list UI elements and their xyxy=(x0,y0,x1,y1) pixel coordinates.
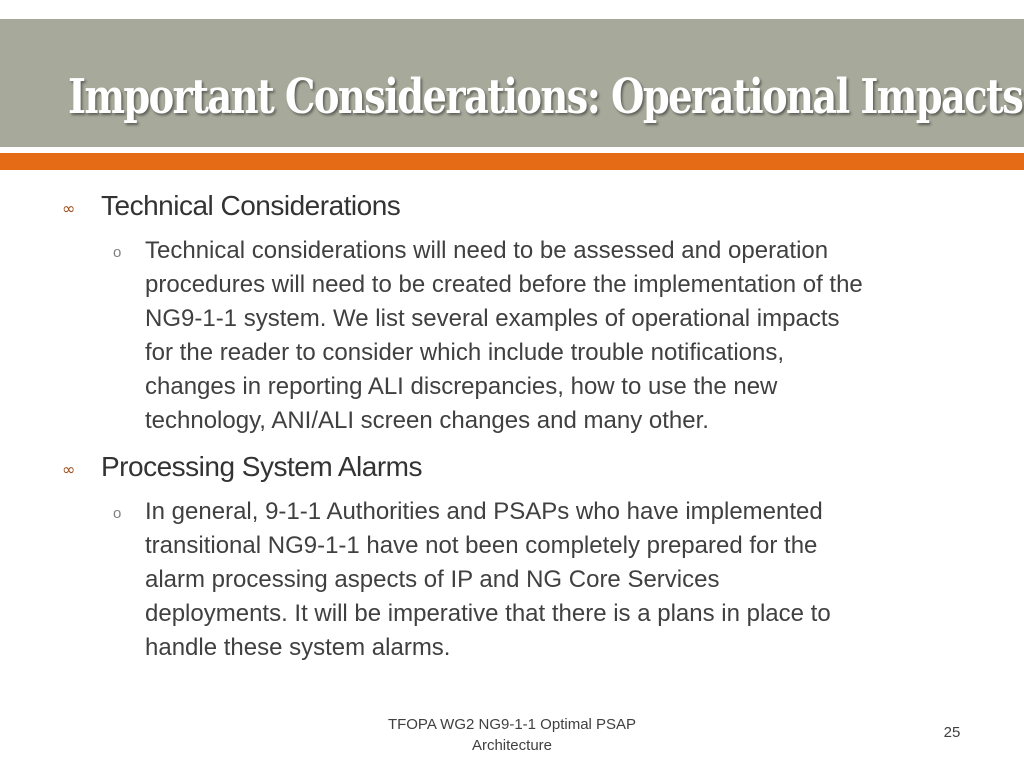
section-heading-alarms: Processing System Alarms xyxy=(101,451,422,482)
paragraph-line: procedures will need to be created before the implementation of the xyxy=(145,271,863,298)
section-paragraph-alarms xyxy=(145,495,975,665)
footer-line: Architecture xyxy=(471,737,553,754)
paragraph-line: deployments. It will be imperative that there is a plans in place to xyxy=(145,600,831,627)
paragraph-line: changes in reporting ALI discrepancies, how to use the new xyxy=(145,373,778,400)
paragraph-line: alarm processing aspects of IP and NG Core Services xyxy=(145,566,720,593)
paragraph-line: In general, 9-1-1 Authorities and PSAPs who have implemented xyxy=(145,498,823,525)
paragraph-line: for the reader to consider which include trouble notifications, xyxy=(145,339,785,366)
circle-link-icon: ∞ xyxy=(62,460,76,479)
section-paragraph-technical xyxy=(145,234,975,438)
paragraph-line: transitional NG9-1-1 have not been completely prepared for the xyxy=(145,532,818,559)
section-heading-technical: Technical Considerations xyxy=(101,190,401,221)
paragraph-line: handle these system alarms. xyxy=(145,634,451,661)
slide-title: Important Considerations: Operational Impacts xyxy=(68,69,1023,125)
footer-text xyxy=(362,714,662,756)
paragraph-line: technology, ANI/ALI screen changes and many other. xyxy=(145,407,709,434)
page-number: 25 xyxy=(943,724,961,741)
paragraph-line: NG9-1-1 system. We list several examples of operational impacts xyxy=(145,305,840,332)
paragraph-line: Technical considerations will need to be assessed and operation xyxy=(145,237,829,264)
footer-line: TFOPA WG2 NG9-1-1 Optimal PSAP xyxy=(387,716,637,733)
hollow-circle-icon: o xyxy=(113,244,122,261)
hollow-circle-icon: o xyxy=(113,505,122,522)
circle-link-icon: ∞ xyxy=(62,199,76,218)
